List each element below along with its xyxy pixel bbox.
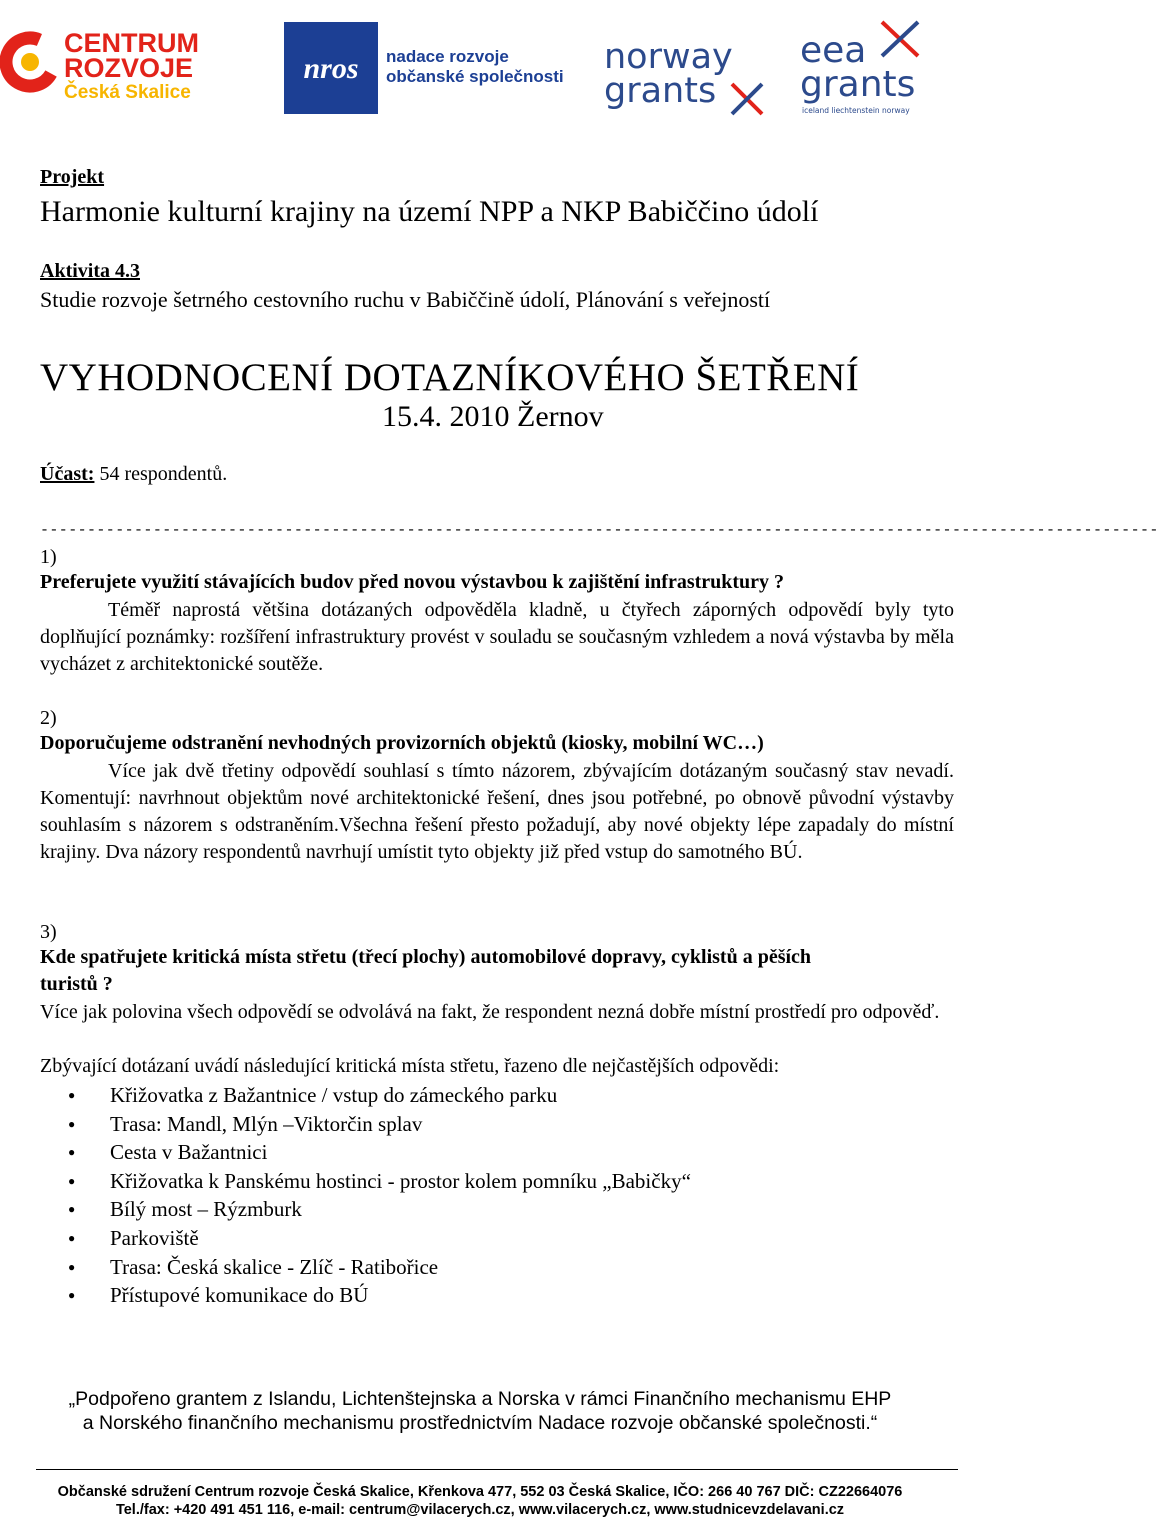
list-item: ● Parkoviště <box>68 1224 691 1253</box>
norway-logo-line2: grants <box>604 71 717 111</box>
logo-bar <box>0 0 960 130</box>
date-place: 15.4. 2010 Žernov <box>382 400 604 433</box>
footer-divider <box>36 1469 958 1470</box>
participation-label: Účast: <box>40 463 95 485</box>
nros-logo-line2: občanské společnosti <box>386 67 564 86</box>
list-item: ● Bílý most – Rýzmburk <box>68 1195 691 1224</box>
list-item: ● Křižovatka z Bažantnice / vstup do zámeckého parku <box>68 1081 691 1110</box>
nros-logo <box>284 22 584 114</box>
list-item: ● Trasa: Mandl, Mlýn –Viktorčin splav <box>68 1110 691 1139</box>
centrum-rozvoje-logo <box>2 22 217 104</box>
question-3-text-line2: turistů ? <box>40 973 113 995</box>
project-label: Projekt <box>40 166 105 188</box>
question-3-intro: Zbývající dotázaní uvádí následující kritická místa střetu, řazeno dle nejčastějších odpovědi: <box>40 1055 780 1077</box>
activity-title: Studie rozvoje šetrného cestovního ruchu v Babiččině údolí, Plánování s veřejností <box>40 287 771 312</box>
question-3-number: 3) <box>40 921 57 943</box>
norway-logo-line1: norway <box>604 37 733 77</box>
participation <box>40 463 227 486</box>
footer-address: Občanské sdružení Centrum rozvoje Česká Skalice, Křenkova 477, 552 03 Česká Skalice, IČO: 266 40 767 DIČ: CZ22664076 <box>57 1484 903 1500</box>
participation-value: 54 respondentů. <box>99 463 228 485</box>
question-3-answer: Více jak polovina všech odpovědí se odvolává na fakt, že respondent nezná dobře místní prostředí pro odpověď. <box>40 1001 940 1023</box>
list-item: ● Přístupové komunikace do BÚ <box>68 1281 691 1310</box>
critical-places-list <box>68 1081 691 1310</box>
activity-label: Aktivita 4.3 <box>40 260 140 282</box>
centrum-logo-line3: Česká Skalice <box>64 82 191 103</box>
footer-contact: Tel./fax: +420 491 451 116, e-mail: centrum@vilacerych.cz, www.vilacerych.cz, www.studnicevzdelavani.cz <box>115 1502 845 1518</box>
eea-logo-line1: eea <box>800 30 867 71</box>
eea-grants-logo <box>800 18 928 118</box>
question-1-answer-text: Téměř naprostá většina dotázaných odpověděla kladně, u čtyřech záporných odpovědí byly tyto doplňující poznámky: rozšíření infrastruktury provést v souladu se současným vzhledem a nová výstavba by měla vycházet z architektonické soutěže. <box>40 599 954 675</box>
nros-logo-line1: nadace rozvoje <box>386 47 509 66</box>
question-1-answer <box>40 597 954 678</box>
centrum-logo-line2: ROZVOJE <box>64 53 194 83</box>
question-3-text-line1: Kde spatřujete kritická místa střetu (třecí plochy) automobilové dopravy, cyklistů a pěších <box>40 946 812 968</box>
eea-logo-line2: grants <box>800 64 916 105</box>
question-2-answer <box>40 758 954 866</box>
separator-line: ----------------------------------------------------------------------------------------------------------------------- <box>40 522 1159 539</box>
project-title: Harmonie kulturní krajiny na území NPP a NKP Babiččino údolí <box>40 195 819 228</box>
nros-logo-mark: nros <box>303 52 359 85</box>
grant-note-line2: a Norského finančního mechanismu prostřednictvím Nadace rozvoje občanské společnosti.“ <box>82 1412 878 1434</box>
page-title: VYHODNOCENÍ DOTAZNÍKOVÉHO ŠETŘENÍ <box>40 356 860 399</box>
list-item: ● Křižovatka k Panskému hostinci - prostor kolem pomníku „Babičky“ <box>68 1167 691 1196</box>
question-2-number: 2) <box>40 707 57 729</box>
question-2-answer-text: Více jak dvě třetiny odpovědí souhlasí s tímto názorem, zbývajícím dotázaným současný stav nevadí. Komentují: navrhnout objektům nové architektonické řešení, dnes jsou potřebné, po obnově původní výstavby souhlasím s názorem s odstraněním.Všechna řešení přesto požadují, aby nové objekty lépe zapadaly do místní krajiny. Dva názory respondentů navrhují umístit tyto objekty již před vstup do samotného BÚ. <box>40 760 954 863</box>
centrum-logo-line1: CENTRUM <box>64 28 199 58</box>
list-item: ● Cesta v Bažantnici <box>68 1138 691 1167</box>
list-item: ● Trasa: Česká skalice - Zlíč - Ratibořice <box>68 1253 691 1282</box>
grant-note-line1: „Podpořeno grantem z Islandu, Lichtenštejnska a Norska v rámci Finančního mechanismu EHP <box>68 1388 892 1410</box>
question-2-text: Doporučujeme odstranění nevhodných provizorních objektů (kiosky, mobilní WC…) <box>40 732 764 754</box>
question-1-text: Preferujete využití stávajících budov před novou výstavbou k zajištění infrastruktury ? <box>40 571 785 593</box>
question-1-number: 1) <box>40 546 57 568</box>
eea-logo-line3: iceland liechtenstein norway <box>802 106 910 115</box>
norway-grants-logo <box>604 36 764 116</box>
